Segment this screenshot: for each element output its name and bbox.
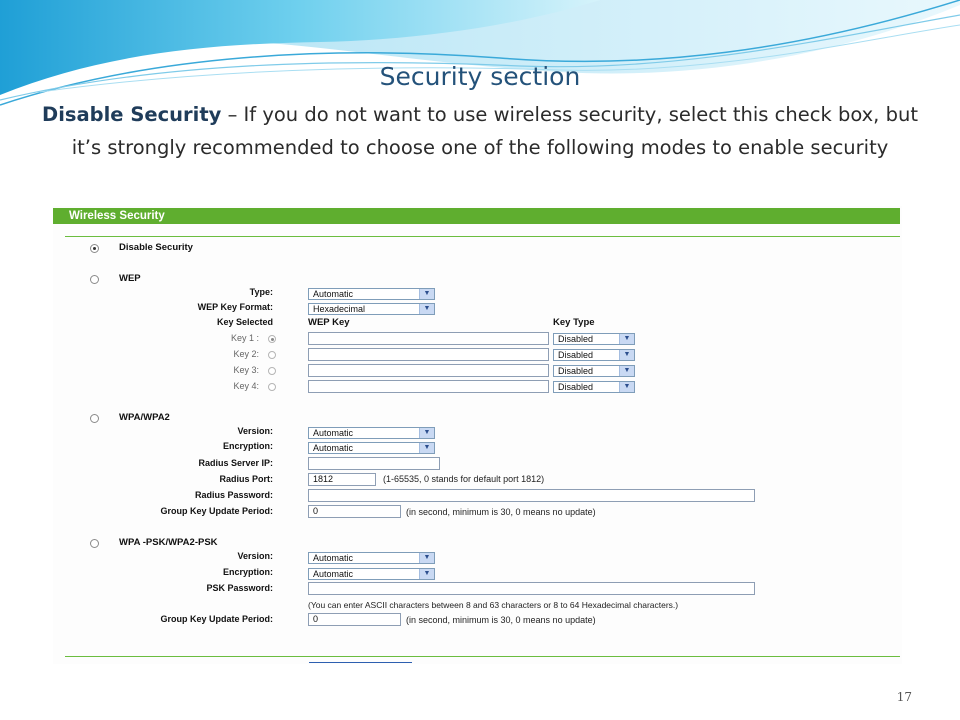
psk-password-label: PSK Password: bbox=[206, 583, 273, 593]
key-selected-header: Key Selected bbox=[216, 317, 273, 327]
slide-description bbox=[40, 98, 920, 164]
chevron-down-icon: ▼ bbox=[419, 289, 434, 299]
chevron-down-icon: ▼ bbox=[619, 350, 634, 360]
key1-label: Key 1 : bbox=[230, 333, 259, 343]
wpa-group-key-label: Group Key Update Period: bbox=[160, 506, 273, 516]
wpa-group-key-note: (in second, minimum is 30, 0 means no update) bbox=[406, 507, 596, 517]
psk-encryption-value: Automatic bbox=[313, 569, 354, 579]
radius-password-label: Radius Password: bbox=[194, 490, 273, 500]
slide-title: Security section bbox=[379, 62, 581, 91]
wep-type-label: Type: bbox=[249, 287, 273, 297]
wpa-encryption-value: Automatic bbox=[313, 443, 354, 453]
wep-radio[interactable] bbox=[90, 275, 99, 284]
wpa-psk-radio[interactable] bbox=[90, 539, 99, 548]
key2-type-select[interactable] bbox=[553, 349, 635, 361]
psk-version-value: Automatic bbox=[313, 553, 354, 563]
wep-key-format-label: WEP Key Format: bbox=[197, 302, 273, 312]
radius-port-input[interactable]: 1812 bbox=[308, 473, 376, 486]
psk-group-key-note: (in second, minimum is 30, 0 means no update) bbox=[406, 615, 596, 625]
wep-key-column-header: WEP Key bbox=[308, 317, 350, 328]
key4-type-value: Disabled bbox=[558, 382, 594, 392]
key3-type-select[interactable] bbox=[553, 365, 635, 377]
key2-label: Key 2: bbox=[233, 349, 259, 359]
psk-version-select[interactable] bbox=[308, 552, 435, 564]
wep-key-format-value: Hexadecimal bbox=[313, 304, 366, 314]
radius-server-ip-input[interactable] bbox=[308, 457, 440, 470]
chevron-down-icon: ▼ bbox=[419, 443, 434, 453]
key-type-column-header: Key Type bbox=[553, 317, 595, 328]
page-number: 17 bbox=[896, 690, 912, 704]
chevron-down-icon: ▼ bbox=[419, 428, 434, 438]
psk-encryption-label: Encryption: bbox=[222, 567, 273, 577]
psk-password-input[interactable] bbox=[308, 582, 755, 595]
key2-radio[interactable] bbox=[268, 351, 276, 359]
key1-input[interactable] bbox=[308, 332, 549, 345]
key1-type-select[interactable] bbox=[553, 333, 635, 345]
disable-security-radio[interactable] bbox=[90, 244, 99, 253]
chevron-down-icon: ▼ bbox=[419, 304, 434, 314]
psk-version-label: Version: bbox=[237, 551, 273, 561]
wpa-radio[interactable] bbox=[90, 414, 99, 423]
top-divider bbox=[65, 236, 900, 237]
psk-password-note: (You can enter ASCII characters between 8 and 63 characters or 8 to 64 Hexadecimal characters.) bbox=[308, 600, 679, 610]
wpa-version-value: Automatic bbox=[313, 428, 354, 438]
wpa-version-label: Version: bbox=[237, 426, 273, 436]
description-text: – If you do not want to use wireless security, select this check box, but it’s strongly recommended to choose one of the following modes to enable security bbox=[71, 103, 918, 159]
wep-label: WEP bbox=[119, 273, 141, 284]
key2-input[interactable] bbox=[308, 348, 549, 361]
wireless-security-panel bbox=[53, 206, 902, 664]
psk-group-key-input[interactable]: 0 bbox=[308, 613, 401, 626]
wpa-label: WPA/WPA2 bbox=[119, 412, 170, 423]
panel-header: Wireless Security bbox=[53, 208, 900, 224]
description-bold-term: Disable Security bbox=[42, 103, 222, 126]
key4-radio[interactable] bbox=[268, 383, 276, 391]
key1-radio[interactable] bbox=[268, 335, 276, 343]
wep-type-value: Automatic bbox=[313, 289, 354, 299]
key3-radio[interactable] bbox=[268, 367, 276, 375]
chevron-down-icon: ▼ bbox=[619, 366, 634, 376]
chevron-down-icon: ▼ bbox=[419, 553, 434, 563]
wpa-group-key-input[interactable]: 0 bbox=[308, 505, 401, 518]
wpa-encryption-select[interactable] bbox=[308, 442, 435, 454]
key4-label: Key 4: bbox=[233, 381, 259, 391]
bottom-link-underline bbox=[309, 662, 412, 663]
wpa-psk-label: WPA -PSK/WPA2-PSK bbox=[119, 537, 218, 548]
key2-type-value: Disabled bbox=[558, 350, 594, 360]
wpa-version-select[interactable] bbox=[308, 427, 435, 439]
chevron-down-icon: ▼ bbox=[619, 334, 634, 344]
wpa-encryption-label: Encryption: bbox=[222, 441, 273, 451]
key3-input[interactable] bbox=[308, 364, 549, 377]
chevron-down-icon: ▼ bbox=[619, 382, 634, 392]
radius-server-ip-label: Radius Server IP: bbox=[198, 458, 273, 468]
radius-password-input[interactable] bbox=[308, 489, 755, 502]
psk-encryption-select[interactable] bbox=[308, 568, 435, 580]
radius-port-label: Radius Port: bbox=[219, 474, 273, 484]
bottom-divider bbox=[65, 656, 900, 657]
key1-type-value: Disabled bbox=[558, 334, 594, 344]
psk-group-key-label: Group Key Update Period: bbox=[160, 614, 273, 624]
chevron-down-icon: ▼ bbox=[419, 569, 434, 579]
key4-input[interactable] bbox=[308, 380, 549, 393]
key3-type-value: Disabled bbox=[558, 366, 594, 376]
key4-type-select[interactable] bbox=[553, 381, 635, 393]
radius-port-note: (1-65535, 0 stands for default port 1812) bbox=[383, 474, 545, 484]
wep-key-format-select[interactable] bbox=[308, 303, 435, 315]
disable-security-label: Disable Security bbox=[119, 242, 193, 253]
key3-label: Key 3: bbox=[233, 365, 259, 375]
wep-type-select[interactable] bbox=[308, 288, 435, 300]
